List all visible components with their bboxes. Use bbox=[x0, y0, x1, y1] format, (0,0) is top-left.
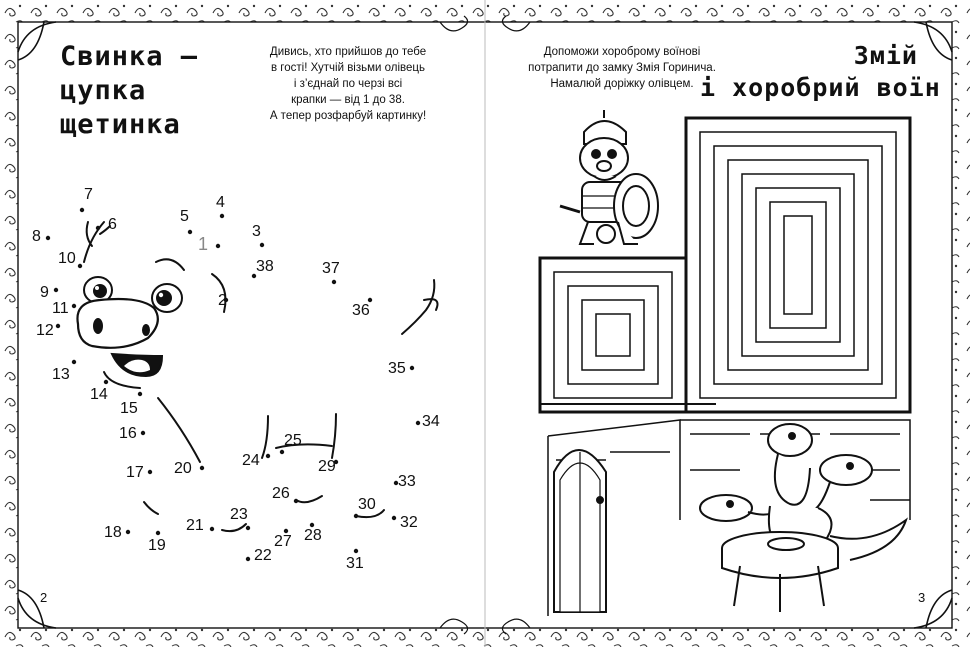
instruction-line: крапки — від 1 до 38. bbox=[291, 94, 405, 106]
dot-label-4: 4 bbox=[216, 194, 225, 211]
dot-label-1: 1 bbox=[198, 234, 209, 254]
dot-label-8: 8 bbox=[32, 228, 41, 245]
dot-label-37: 37 bbox=[322, 260, 340, 277]
dot-label-19: 19 bbox=[148, 537, 166, 554]
dot-label-3: 3 bbox=[252, 223, 261, 240]
dot-label-22: 22 bbox=[254, 547, 272, 564]
dot-label-14: 14 bbox=[90, 386, 108, 403]
dot-label-32: 32 bbox=[400, 514, 418, 531]
instruction-line: Дивись, хто прийшов до тебе bbox=[269, 46, 427, 58]
dot-label-31: 31 bbox=[346, 555, 364, 572]
dot-label-25: 25 bbox=[284, 432, 302, 449]
dot-label-20: 20 bbox=[174, 460, 192, 477]
title-line: Змій bbox=[853, 41, 918, 70]
dot-label-18: 18 bbox=[104, 524, 122, 541]
dot-label-35: 35 bbox=[388, 360, 406, 377]
dot-label-15: 15 bbox=[120, 400, 138, 417]
dot-label-16: 16 bbox=[119, 425, 137, 442]
title-line: Свинка — bbox=[60, 41, 199, 72]
title-line: щетинка bbox=[60, 109, 181, 140]
dot-label-33: 33 bbox=[398, 473, 416, 490]
title-line: і хоробрий воїн bbox=[700, 73, 941, 102]
dot-label-29: 29 bbox=[318, 458, 336, 475]
dot-label-38: 38 bbox=[256, 258, 274, 275]
instruction-line: А тепер розфарбуй картинку! bbox=[269, 110, 427, 122]
dot-label-26: 26 bbox=[272, 485, 290, 502]
dining-table bbox=[722, 532, 838, 612]
dot-label-27: 27 bbox=[274, 533, 292, 550]
dot-label-36: 36 bbox=[352, 302, 370, 319]
instruction-line: в гості! Хутчій візьми олівець bbox=[270, 62, 426, 74]
dot-label-21: 21 bbox=[186, 517, 204, 534]
dot-label-12: 12 bbox=[36, 322, 54, 339]
instruction-line: Допоможи хороброму воїнові bbox=[543, 46, 701, 58]
left-page-number: 2 bbox=[40, 590, 48, 605]
dot-label-30: 30 bbox=[358, 496, 376, 513]
instruction-line: Намалюй доріжку олівцем. bbox=[550, 78, 694, 90]
dot-label-7: 7 bbox=[84, 186, 93, 203]
dot-label-11: 11 bbox=[52, 300, 69, 317]
dot-label-5: 5 bbox=[180, 208, 189, 225]
dot-label-10: 10 bbox=[58, 250, 76, 267]
dot-label-2: 2 bbox=[218, 292, 227, 309]
dot-label-34: 34 bbox=[422, 413, 440, 430]
castle-door bbox=[554, 450, 606, 612]
dot-label-9: 9 bbox=[40, 284, 49, 301]
title-line: цупка bbox=[60, 75, 147, 106]
instruction-line: і з’єднай по черзі всі bbox=[293, 78, 403, 90]
warrior-figure bbox=[560, 110, 658, 244]
dot-label-6: 6 bbox=[108, 216, 117, 233]
dot-label-24: 24 bbox=[242, 452, 260, 469]
dot-label-13: 13 bbox=[52, 366, 70, 383]
dot-label-17: 17 bbox=[126, 464, 144, 481]
instruction-line: потрапити до замку Змія Горинича. bbox=[528, 62, 716, 74]
right-page-number: 3 bbox=[918, 590, 926, 605]
dot-label-28: 28 bbox=[304, 527, 322, 544]
dot-label-23: 23 bbox=[230, 506, 248, 523]
